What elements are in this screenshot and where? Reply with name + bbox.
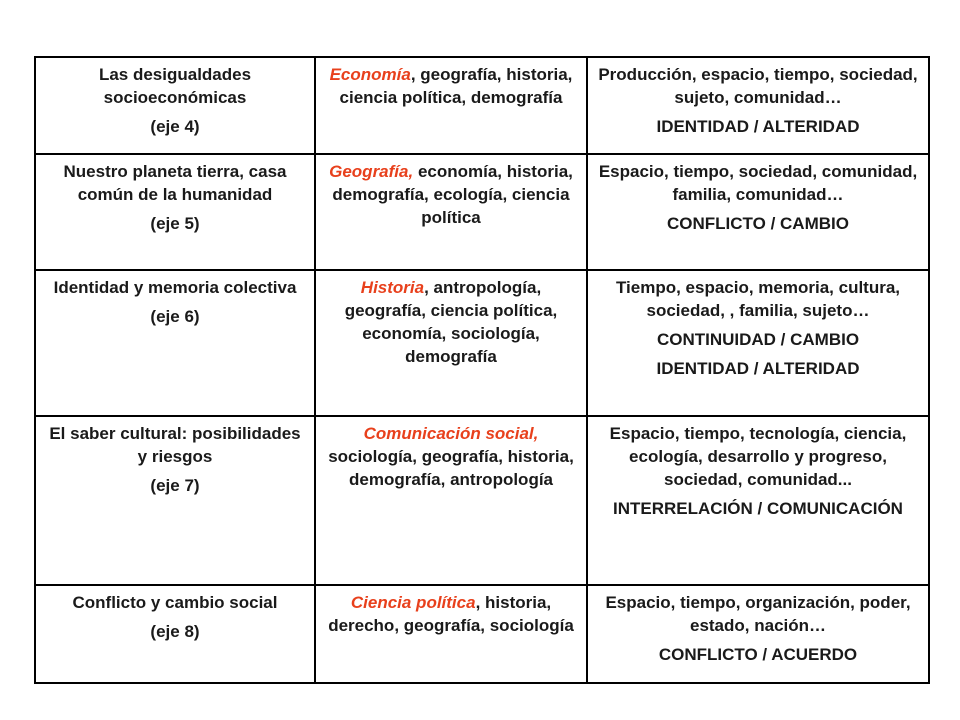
table-row bbox=[35, 57, 929, 154]
main-discipline: Comunicación social, bbox=[363, 424, 539, 443]
axis-label: (eje 6) bbox=[150, 307, 200, 326]
theme-cell bbox=[35, 57, 315, 154]
concept-pair: IDENTIDAD / ALTERIDAD bbox=[656, 359, 860, 378]
concept-pair: CONFLICTO / ACUERDO bbox=[658, 645, 858, 664]
axis-label: (eje 8) bbox=[150, 622, 200, 641]
concepts-text: Espacio, tiempo, sociedad, comunidad, familia, comunidad… bbox=[598, 162, 918, 204]
concepts-text: Espacio, tiempo, organización, poder, estado, nación… bbox=[605, 593, 911, 635]
theme-title: El saber cultural: posibilidades y riesgos bbox=[49, 424, 301, 466]
table-row bbox=[35, 154, 929, 270]
disciplines-cell bbox=[315, 416, 587, 585]
concepts-cell bbox=[587, 57, 929, 154]
concept-pair: INTERRELACIÓN / COMUNICACIÓN bbox=[613, 499, 903, 518]
concepts-text: Espacio, tiempo, tecnología, ciencia, ecología, desarrollo y progreso, sociedad, comunidad... bbox=[609, 424, 907, 489]
other-disciplines: , antropología, geografía, ciencia política, economía, sociología, demografía bbox=[344, 278, 558, 366]
other-disciplines: , geografía, historia, ciencia política, demografía bbox=[339, 65, 573, 107]
axis-label: (eje 7) bbox=[150, 476, 200, 495]
main-discipline: Geografía, bbox=[329, 162, 414, 181]
concept-pair: IDENTIDAD / ALTERIDAD bbox=[656, 117, 860, 136]
other-disciplines: , historia, derecho, geografía, sociología bbox=[328, 593, 574, 635]
main-discipline: Ciencia política bbox=[350, 593, 476, 612]
concepts-cell bbox=[587, 416, 929, 585]
axis-label: (eje 4) bbox=[150, 117, 200, 136]
theme-title: Nuestro planeta tierra, casa común de la humanidad bbox=[63, 162, 287, 204]
concepts-cell bbox=[587, 585, 929, 683]
concept-pair: CONTINUIDAD / CAMBIO bbox=[656, 330, 860, 349]
disciplines-cell bbox=[315, 585, 587, 683]
theme-title: Las desigualdades socioeconómicas bbox=[98, 65, 252, 107]
concept-pair: CONFLICTO / CAMBIO bbox=[667, 214, 849, 233]
main-discipline: Economía bbox=[329, 65, 411, 84]
other-disciplines: economía, historia, demografía, ecología, ciencia política bbox=[332, 162, 573, 227]
theme-cell bbox=[35, 416, 315, 585]
main-discipline: Historia bbox=[360, 278, 425, 297]
concepts-text: Producción, espacio, tiempo, sociedad, sujeto, comunidad… bbox=[598, 65, 918, 107]
table-row bbox=[35, 416, 929, 585]
theme-cell bbox=[35, 585, 315, 683]
disciplines-cell bbox=[315, 57, 587, 154]
concepts-cell bbox=[587, 270, 929, 416]
theme-cell bbox=[35, 154, 315, 270]
disciplines-cell bbox=[315, 270, 587, 416]
table-row bbox=[35, 270, 929, 416]
axis-label: (eje 5) bbox=[150, 214, 200, 233]
theme-title: Conflicto y cambio social bbox=[72, 593, 278, 612]
theme-title: Identidad y memoria colectiva bbox=[53, 278, 297, 297]
theme-cell bbox=[35, 270, 315, 416]
other-disciplines: sociología, geografía, historia, demografía, antropología bbox=[328, 447, 574, 489]
concepts-cell bbox=[587, 154, 929, 270]
axes-table bbox=[34, 56, 930, 684]
disciplines-cell bbox=[315, 154, 587, 270]
concepts-text: Tiempo, espacio, memoria, cultura, sociedad, , familia, sujeto… bbox=[615, 278, 901, 320]
table-row bbox=[35, 585, 929, 683]
